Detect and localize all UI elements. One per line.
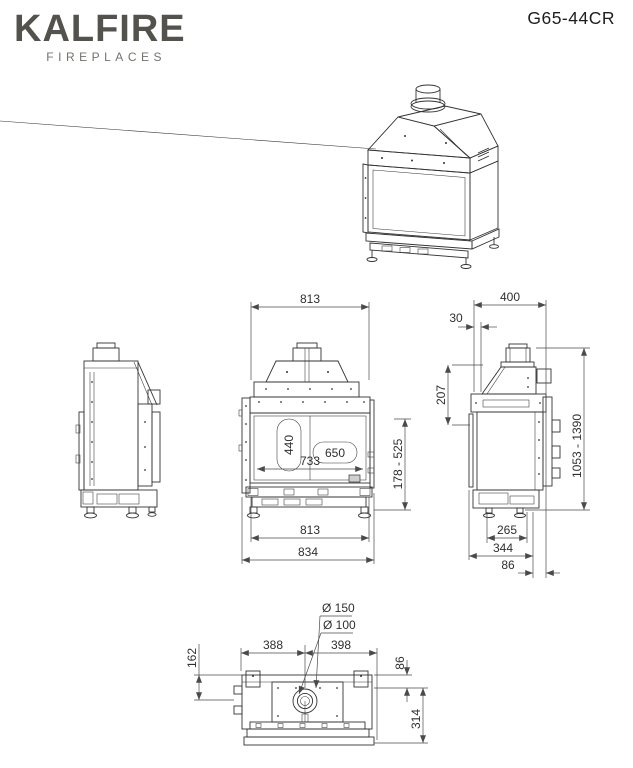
dim-hood-height: 207	[434, 384, 448, 406]
side-mantel	[471, 394, 546, 412]
front-feet	[248, 507, 371, 518]
dim-height-range: 178 - 525	[391, 438, 405, 490]
dim-hood-height-group	[434, 365, 483, 425]
side-rear-panel	[543, 397, 560, 486]
left-view-body	[84, 361, 157, 490]
perspective-view	[0, 85, 499, 269]
left-view-feet	[85, 507, 157, 518]
brand-plate	[349, 475, 360, 482]
dim-offset: 30	[449, 311, 463, 325]
dim-front-depth: 314	[409, 708, 423, 730]
dim-glass-width-group	[257, 454, 363, 469]
side-base	[473, 490, 539, 508]
dim-rear-to-flue: 162	[185, 647, 199, 669]
brand-subtitle: FIREPLACES	[46, 50, 166, 64]
dim-front-top-width-group	[251, 292, 369, 380]
front-view	[239, 292, 411, 564]
side-hood	[482, 367, 551, 394]
dim-glass-height: 440	[282, 434, 296, 456]
dim-front-top-width: 813	[299, 292, 321, 306]
right-side-view	[434, 290, 590, 578]
front-left-panel	[239, 398, 250, 493]
hood-3d	[0, 106, 498, 158]
dim-front-bottom-width: 813	[299, 523, 321, 537]
left-view-flue-collar	[93, 343, 119, 361]
dim-body-depth: 344	[492, 541, 514, 555]
front-top-band	[250, 397, 370, 413]
left-view-base	[81, 490, 157, 507]
dim-depth: 400	[499, 290, 521, 304]
front-mantel-band	[254, 382, 359, 397]
firebox-3d	[363, 161, 498, 240]
front-base	[246, 487, 372, 507]
bottom-front-rails	[244, 722, 374, 745]
dim-rear-depth: 86	[501, 558, 515, 572]
dim-feet-depth: 265	[496, 523, 518, 537]
dim-flue-inner-group	[299, 618, 356, 694]
brand-wordmark: KALFIRE	[14, 8, 186, 50]
front-glass	[250, 413, 370, 483]
dim-flue-inner: Ø 100	[323, 618, 356, 632]
side-feet	[484, 508, 526, 518]
dim-flue-right: 398	[330, 638, 352, 652]
dim-rear-gap-group	[374, 656, 428, 702]
flue-pipe-3d	[411, 85, 445, 112]
dim-burner-width: 650	[324, 446, 346, 460]
dim-front-depth-group	[374, 688, 428, 743]
dim-front-total-width: 834	[297, 545, 319, 559]
flue-circles	[293, 689, 317, 722]
model-number: G65-44CR	[527, 8, 615, 28]
bottom-view	[185, 601, 428, 745]
front-flue-collar	[293, 343, 321, 361]
dim-flue-right-group	[305, 638, 377, 740]
dim-flue-left: 388	[262, 638, 284, 652]
dim-height-range-group	[374, 419, 411, 510]
dim-offset-group	[449, 311, 497, 392]
dim-rear-gap: 86	[393, 656, 407, 670]
bottom-body	[234, 671, 372, 729]
dim-flue-outer: Ø 150	[322, 601, 355, 615]
left-view-front-strip	[76, 412, 84, 490]
base-3d	[366, 229, 499, 269]
dim-rear-to-flue-group	[185, 644, 242, 700]
left-view-rear-panels	[138, 390, 160, 486]
dim-rear-depth-group	[501, 558, 560, 573]
dim-flue-left-group	[241, 638, 305, 688]
side-flue-collar	[501, 344, 534, 367]
front-hood	[266, 361, 348, 382]
side-body	[469, 412, 543, 490]
left-side-view	[76, 343, 160, 518]
dim-total-height: 1053 - 1390	[570, 413, 584, 479]
dim-glass-width: 733	[299, 454, 321, 468]
dim-front-bottom-width-group	[251, 497, 369, 542]
